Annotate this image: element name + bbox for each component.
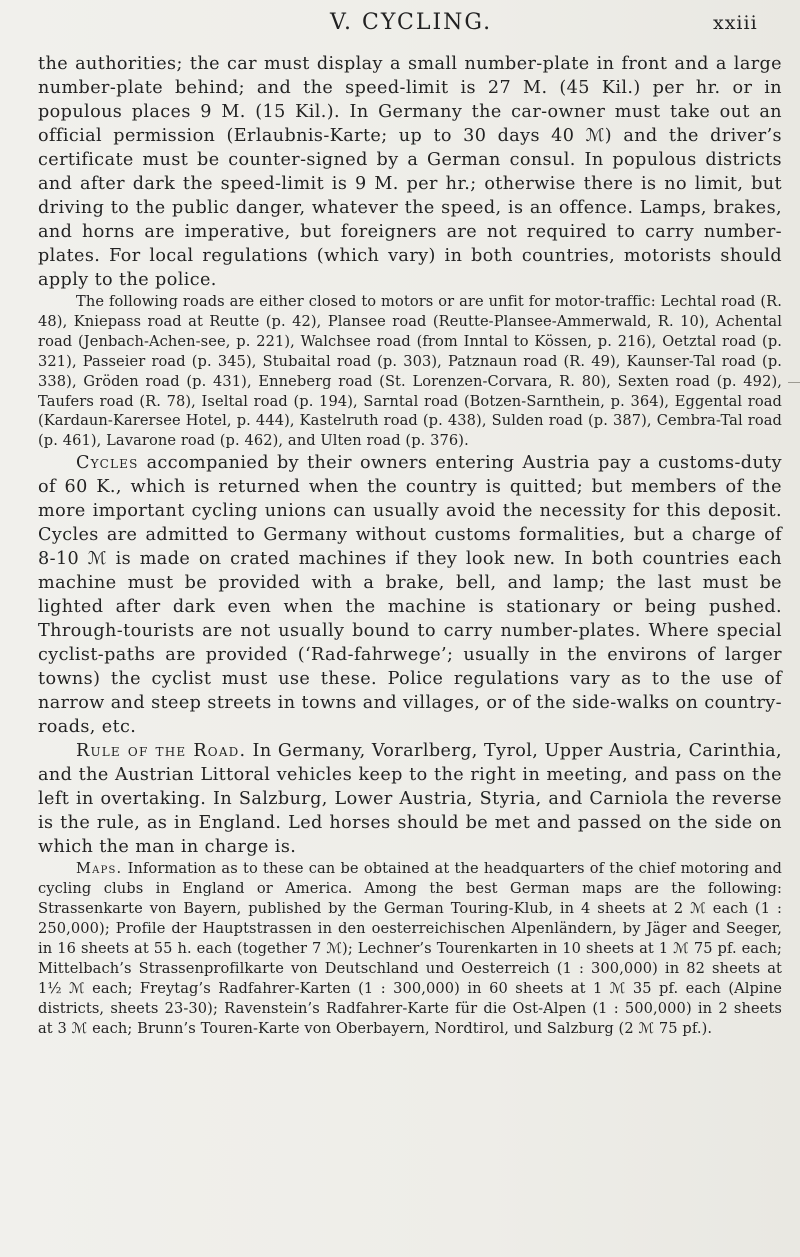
motoring-rules-text: [38, 52, 782, 292]
page-number: xxiii: [713, 12, 758, 34]
page-body: [38, 52, 782, 1038]
rule-of-road-body: In Germany, Vorarlberg, Tyrol, Upper Austria, Carinthia, and the Austrian Littoral vehicles keep to the right in meeting, and pass on the left in overtaking. In Salzburg, Lower Austria, Styria, and Carniola the reverse is the rule, as in England. Led horses should be met and passed on the side on which the man in charge is.: [38, 741, 783, 858]
running-head: [0, 10, 800, 40]
page-edge-mark: [788, 382, 800, 383]
section-title: V. CYCLING.: [330, 10, 493, 35]
paragraph-closed-roads: The following roads are either closed to motors or are unfit for motor-traffic: Lechtal road (R. 48), Kniepass road at Reutte (p. 42), Plansee road (Reutte-Plansee-Ammerwald, R. 10), Achental road (Jenbach-Achen-see, p. 221), Walchsee road (from Inntal to Kössen, p. 216), Oetztal road (p. 321), Passeier road (p. 345), Stubaital road (p. 303), Patznaun road (R. 49), Kaunser-Tal road (p. 338), Gröden road (p. 431), Enneberg road (St. Lorenzen-Corvara, R. 80), Sexten road (p. 492), Taufers road (R. 78), Iseltal road (p. 194), Sarntal road (Botzen-Sarnthein, p. 364), Eggental road (Kardaun-Karersee Hotel, p. 444), Kastelruth road (p. 438), Sulden road (p. 387), Cembra-Tal road (p. 461), Lavarone road (p. 462), and Ulten road (p. 376).: [38, 293, 782, 450]
paragraph-motor-regulations: the authorities; the car must display a small number-plate in front and a large number-plate behind; and the speed-limit is 27 M. (45 Kil.) per hr. or in populous places 9 M. (15 Kil.). In Germany the car-owner must take out an official permission (Erlaubnis-Karte; up to 30 days 40 ℳ) and the driver’s certificate must be counter-signed by a German consul. In populous districts and after dark the speed-limit is 9 M. per hr.; otherwise there is no limit, but driving to the public danger, whatever the speed, is an offence. Lamps, brakes, and horns are imperative, but foreigners are not required to carry number-plates. For local regulations (which vary) in both countries, motorists should apply to the police.: [38, 54, 782, 290]
cycling-text: [38, 451, 782, 859]
paragraph-maps: [38, 859, 782, 1038]
paragraph-rule-of-road: [38, 739, 782, 859]
maps-body: Information as to these can be obtained at the headquarters of the chief motoring and cycling clubs in England or America. Among the best German maps are the following: Strassenkarte von Bayern, published by the German Touring-Klub, in 4 sheets at 2 ℳ each (1 : 250,000); Profile der Hauptstrassen in den oesterreichischen Alpenländern, by Jäger and Seeger, in 16 sheets at 55 h. each (together 7 ℳ); Lechner’s Tourenkarten in 10 sheets at 1 ℳ 75 pf. each; Mittelbach’s Strassenprofilkarte von Deutschland und Oesterreich (1 : 300,000) in 82 sheets at 1½ ℳ each; Freytag’s Radfahrer-Karten (1 : 300,000) in 60 sheets at 1 ℳ 35 pf. each (Alpine districts, sheets 23-30); Ravenstein’s Radfahrer-Karte für die Ost-Alpen (1 : 500,000) in 2 sheets at 3 ℳ each; Brunn’s Touren-Karte von Oberbayern, Nordtirol, und Salzburg (2 ℳ 75 pf.).: [38, 860, 782, 1037]
closed-roads-text: [38, 292, 782, 451]
maps-text: [38, 859, 782, 1038]
paragraph-cycles-customs: [38, 451, 782, 739]
cycles-body: accompanied by their owners entering Austria pay a customs-duty of 60 K., which is returned when the country is quitted; but members of the more important cycling unions can usually avoid the necessity for this deposit. Cycles are admitted to Germany without customs formalities, but a charge of 8-10 ℳ is made on crated machines if they look new. In both countries each machine must be provided with a brake, bell, and lamp; the last must be lighted after dark even when the machine is stationary or being pushed. Through-tourists are not usually bound to carry number-plates. Where special cyclist-paths are provided (‘Rad-fahrwege’; usually in the environs of larger towns) the cyclist must use these. Police regulations vary as to the use of narrow and steep streets in towns and villages, or of the side-walks on country-roads, etc.: [38, 453, 782, 738]
cycles-heading: Cycles: [76, 453, 139, 474]
maps-heading: Maps.: [76, 860, 123, 878]
rule-of-road-heading: Rule of the Road.: [76, 741, 247, 762]
